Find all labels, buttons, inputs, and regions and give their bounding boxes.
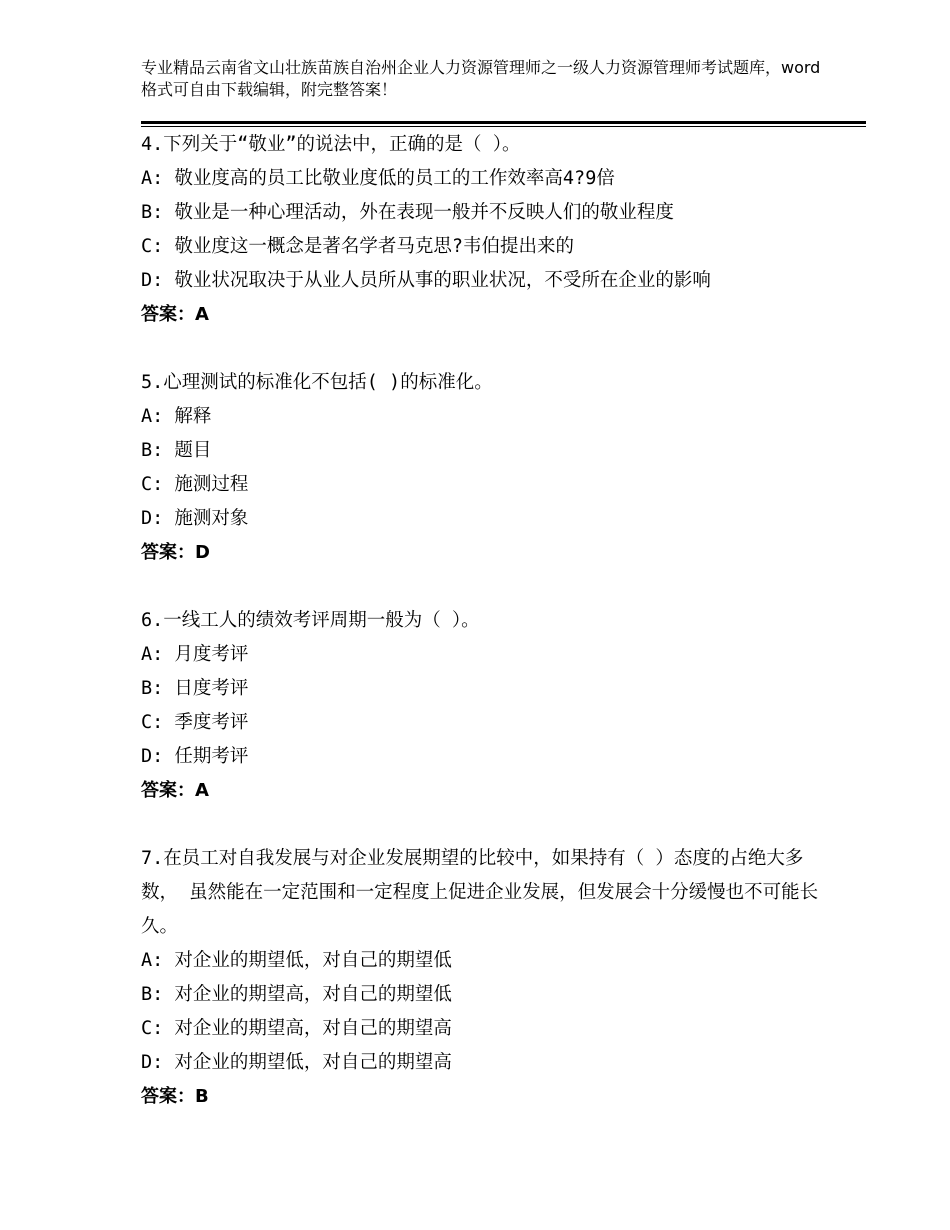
question-5	[141, 366, 821, 570]
question-list	[141, 128, 821, 1114]
spacer	[141, 808, 821, 842]
option-b: B: 敬业是一种心理活动，外在表现一般并不反映人们的敬业程度	[141, 202, 674, 223]
option-c: C: 季度考评	[141, 712, 249, 733]
document-header: 专业精品云南省文山壮族苗族自治州企业人力资源管理师之一级人力资源管理师考试题库，word格式可自由下载编辑，附完整答案！	[141, 58, 821, 99]
option-d: D: 施测对象	[141, 508, 249, 529]
question-stem: 7.在员工对自我发展与对企业发展期望的比较中，如果持有（ ）态度的占绝大多数， 虽然能在一定范围和一定程度上促进企业发展，但发展会十分缓慢也不可能长久。	[141, 848, 819, 937]
option-a: A: 解释	[141, 406, 212, 427]
spacer	[141, 570, 821, 604]
question-stem: 6.一线工人的绩效考评周期一般为（ ）。	[141, 610, 480, 631]
question-7	[141, 842, 821, 1114]
answer: 答案：D	[141, 542, 210, 563]
answer: 答案：B	[141, 1086, 209, 1107]
option-a: A: 对企业的期望低，对自己的期望低	[141, 950, 452, 971]
option-c: C: 施测过程	[141, 474, 249, 495]
option-b: B: 对企业的期望高，对自己的期望低	[141, 984, 452, 1005]
spacer	[141, 332, 821, 366]
option-a: A: 敬业度高的员工比敬业度低的员工的工作效率高4?9倍	[141, 168, 615, 189]
option-c: C: 对企业的期望高，对自己的期望高	[141, 1018, 452, 1039]
option-d: D: 任期考评	[141, 746, 249, 767]
option-a: A: 月度考评	[141, 644, 249, 665]
option-b: B: 题目	[141, 440, 212, 461]
option-d: D: 对企业的期望低，对自己的期望高	[141, 1052, 452, 1073]
header-rule-thick	[141, 121, 866, 124]
answer: 答案：A	[141, 304, 209, 325]
option-c: C: 敬业度这一概念是著名学者马克思?韦伯提出来的	[141, 236, 575, 257]
question-4	[141, 128, 821, 332]
header-rule-thin	[141, 126, 866, 127]
question-6	[141, 604, 821, 808]
question-stem: 5.心理测试的标准化不包括( )的标准化。	[141, 372, 493, 393]
option-d: D: 敬业状况取决于从业人员所从事的职业状况，不受所在企业的影响	[141, 270, 711, 291]
option-b: B: 日度考评	[141, 678, 249, 699]
answer: 答案：A	[141, 780, 209, 801]
question-stem: 4.下列关于“敬业”的说法中，正确的是（ ）。	[141, 134, 521, 155]
